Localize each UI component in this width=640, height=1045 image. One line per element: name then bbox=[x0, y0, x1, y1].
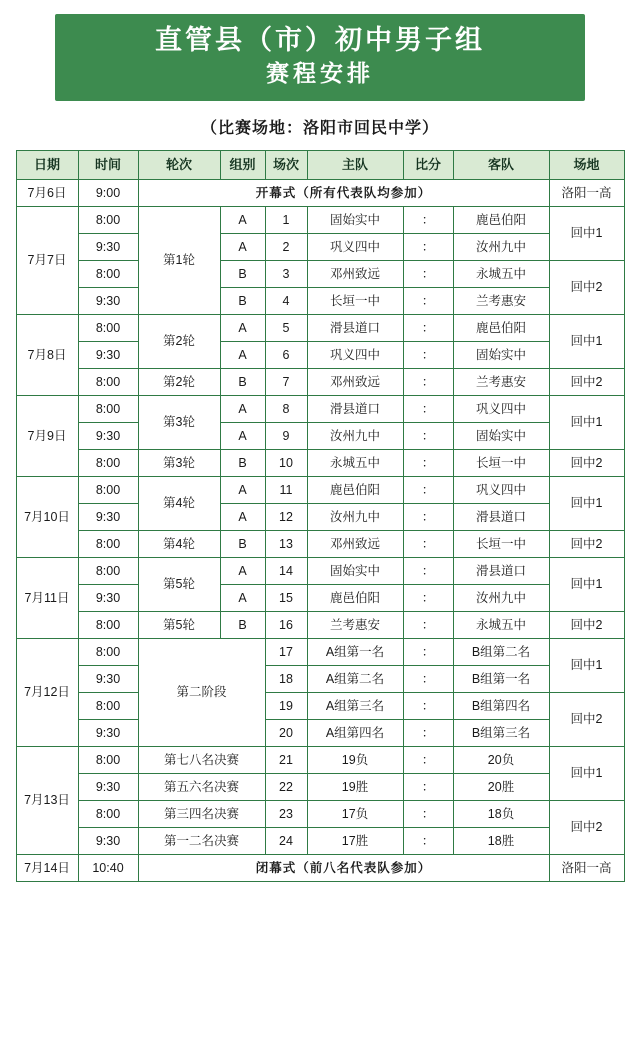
cell-home: A组第一名 bbox=[307, 638, 403, 665]
cell-away: 巩义四中 bbox=[453, 395, 549, 422]
cell-home: 邓州致远 bbox=[307, 260, 403, 287]
cell-score: ： bbox=[403, 233, 453, 260]
cell-score: ： bbox=[403, 746, 453, 773]
cell-venue: 洛阳一高 bbox=[549, 179, 624, 206]
cell-match: 20 bbox=[265, 719, 307, 746]
table-row bbox=[16, 260, 624, 287]
cell-stage: 第二阶段 bbox=[138, 638, 265, 746]
cell-away: 兰考惠安 bbox=[453, 287, 549, 314]
cell-home: A组第四名 bbox=[307, 719, 403, 746]
cell-away: 18胜 bbox=[453, 827, 549, 854]
cell-match: 6 bbox=[265, 341, 307, 368]
table-row bbox=[16, 179, 624, 206]
cell-time: 9:30 bbox=[78, 422, 138, 449]
cell-away: 巩义四中 bbox=[453, 476, 549, 503]
cell-score: ： bbox=[403, 341, 453, 368]
cell-time: 9:30 bbox=[78, 341, 138, 368]
table-row bbox=[16, 800, 624, 827]
table-row bbox=[16, 530, 624, 557]
cell-home: 固始实中 bbox=[307, 557, 403, 584]
cell-away: B组第四名 bbox=[453, 692, 549, 719]
cell-match: 3 bbox=[265, 260, 307, 287]
cell-home: 永城五中 bbox=[307, 449, 403, 476]
cell-away: 永城五中 bbox=[453, 611, 549, 638]
cell-group: B bbox=[220, 287, 265, 314]
cell-away: 20胜 bbox=[453, 773, 549, 800]
cell-home: 巩义四中 bbox=[307, 341, 403, 368]
cell-venue: 回中1 bbox=[549, 557, 624, 611]
cell-score: ： bbox=[403, 557, 453, 584]
table-row bbox=[16, 233, 624, 260]
cell-match: 12 bbox=[265, 503, 307, 530]
table-header-row bbox=[16, 150, 624, 179]
cell-away: 固始实中 bbox=[453, 422, 549, 449]
cell-home: 汝州九中 bbox=[307, 503, 403, 530]
cell-venue: 回中2 bbox=[549, 449, 624, 476]
title-banner bbox=[55, 14, 585, 101]
cell-score: ： bbox=[403, 314, 453, 341]
cell-time: 8:00 bbox=[78, 395, 138, 422]
cell-time: 9:00 bbox=[78, 179, 138, 206]
banner-title-line1: 直管县（市）初中男子组 bbox=[155, 25, 485, 55]
table-row bbox=[16, 287, 624, 314]
cell-round: 第三四名决赛 bbox=[138, 800, 265, 827]
cell-home: 17负 bbox=[307, 800, 403, 827]
table-row bbox=[16, 206, 624, 233]
cell-away: B组第二名 bbox=[453, 638, 549, 665]
cell-score: ： bbox=[403, 395, 453, 422]
cell-score: ： bbox=[403, 287, 453, 314]
column-header-venue: 场地 bbox=[549, 150, 624, 179]
cell-home: 汝州九中 bbox=[307, 422, 403, 449]
cell-home: 长垣一中 bbox=[307, 287, 403, 314]
cell-score: ： bbox=[403, 719, 453, 746]
cell-away: 固始实中 bbox=[453, 341, 549, 368]
cell-home: 邓州致远 bbox=[307, 530, 403, 557]
table-row bbox=[16, 314, 624, 341]
cell-away: 滑县道口 bbox=[453, 503, 549, 530]
column-header-group: 组别 bbox=[220, 150, 265, 179]
cell-venue: 回中2 bbox=[549, 368, 624, 395]
table-row bbox=[16, 665, 624, 692]
cell-venue: 回中2 bbox=[549, 260, 624, 314]
schedule-page bbox=[0, 14, 640, 1045]
cell-home: 鹿邑伯阳 bbox=[307, 584, 403, 611]
cell-date: 7月12日 bbox=[16, 638, 78, 746]
cell-home: 滑县道口 bbox=[307, 314, 403, 341]
cell-home: 邓州致远 bbox=[307, 368, 403, 395]
cell-score: ： bbox=[403, 773, 453, 800]
cell-home: 滑县道口 bbox=[307, 395, 403, 422]
banner-title-line2: 赛程安排 bbox=[266, 59, 374, 86]
cell-match: 7 bbox=[265, 368, 307, 395]
cell-match: 22 bbox=[265, 773, 307, 800]
cell-date: 7月13日 bbox=[16, 746, 78, 854]
table-row bbox=[16, 503, 624, 530]
cell-venue: 回中1 bbox=[549, 206, 624, 260]
cell-date: 7月6日 bbox=[16, 179, 78, 206]
cell-ceremony: 闭幕式（前八名代表队参加） bbox=[138, 854, 549, 881]
table-row bbox=[16, 422, 624, 449]
cell-time: 9:30 bbox=[78, 287, 138, 314]
column-header-time: 时间 bbox=[78, 150, 138, 179]
table-row bbox=[16, 557, 624, 584]
table-row bbox=[16, 854, 624, 881]
table-row bbox=[16, 395, 624, 422]
cell-score: ： bbox=[403, 530, 453, 557]
cell-group: B bbox=[220, 530, 265, 557]
cell-round: 第3轮 bbox=[138, 449, 220, 476]
cell-time: 8:00 bbox=[78, 368, 138, 395]
column-header-date: 日期 bbox=[16, 150, 78, 179]
cell-away: 兰考惠安 bbox=[453, 368, 549, 395]
cell-time: 9:30 bbox=[78, 773, 138, 800]
cell-home: 兰考惠安 bbox=[307, 611, 403, 638]
cell-match: 24 bbox=[265, 827, 307, 854]
cell-score: ： bbox=[403, 692, 453, 719]
cell-round: 第2轮 bbox=[138, 314, 220, 368]
table-row bbox=[16, 584, 624, 611]
cell-time: 8:00 bbox=[78, 692, 138, 719]
column-header-match: 场次 bbox=[265, 150, 307, 179]
cell-time: 9:30 bbox=[78, 584, 138, 611]
cell-away: B组第一名 bbox=[453, 665, 549, 692]
cell-home: A组第二名 bbox=[307, 665, 403, 692]
cell-date: 7月8日 bbox=[16, 314, 78, 395]
cell-score: ： bbox=[403, 665, 453, 692]
cell-home: 鹿邑伯阳 bbox=[307, 476, 403, 503]
cell-match: 1 bbox=[265, 206, 307, 233]
venue-note: （比赛场地：洛阳市回民中学） bbox=[200, 119, 439, 137]
cell-time: 10:40 bbox=[78, 854, 138, 881]
schedule-table-body bbox=[16, 179, 624, 881]
table-row bbox=[16, 692, 624, 719]
cell-time: 8:00 bbox=[78, 476, 138, 503]
cell-score: ： bbox=[403, 800, 453, 827]
cell-date: 7月7日 bbox=[16, 206, 78, 314]
cell-match: 21 bbox=[265, 746, 307, 773]
cell-round: 第2轮 bbox=[138, 368, 220, 395]
cell-group: A bbox=[220, 341, 265, 368]
cell-round: 第4轮 bbox=[138, 530, 220, 557]
cell-venue: 洛阳一高 bbox=[549, 854, 624, 881]
cell-match: 8 bbox=[265, 395, 307, 422]
cell-venue: 回中1 bbox=[549, 638, 624, 692]
cell-group: A bbox=[220, 557, 265, 584]
cell-away: 汝州九中 bbox=[453, 233, 549, 260]
cell-score: ： bbox=[403, 611, 453, 638]
cell-away: 滑县道口 bbox=[453, 557, 549, 584]
cell-time: 8:00 bbox=[78, 449, 138, 476]
cell-time: 9:30 bbox=[78, 719, 138, 746]
cell-home: 19负 bbox=[307, 746, 403, 773]
cell-group: A bbox=[220, 503, 265, 530]
cell-group: A bbox=[220, 476, 265, 503]
cell-round: 第一二名决赛 bbox=[138, 827, 265, 854]
cell-round: 第4轮 bbox=[138, 476, 220, 530]
cell-group: A bbox=[220, 314, 265, 341]
cell-away: 18负 bbox=[453, 800, 549, 827]
cell-venue: 回中2 bbox=[549, 611, 624, 638]
cell-home: 固始实中 bbox=[307, 206, 403, 233]
cell-score: ： bbox=[403, 638, 453, 665]
cell-venue: 回中1 bbox=[549, 395, 624, 449]
cell-score: ： bbox=[403, 368, 453, 395]
cell-group: B bbox=[220, 260, 265, 287]
cell-venue: 回中1 bbox=[549, 314, 624, 368]
cell-time: 9:30 bbox=[78, 665, 138, 692]
cell-match: 18 bbox=[265, 665, 307, 692]
cell-match: 15 bbox=[265, 584, 307, 611]
cell-away: 长垣一中 bbox=[453, 449, 549, 476]
cell-venue: 回中1 bbox=[549, 746, 624, 800]
column-header-score: 比分 bbox=[403, 150, 453, 179]
cell-score: ： bbox=[403, 827, 453, 854]
cell-round: 第3轮 bbox=[138, 395, 220, 449]
cell-match: 5 bbox=[265, 314, 307, 341]
cell-time: 9:30 bbox=[78, 503, 138, 530]
cell-group: A bbox=[220, 584, 265, 611]
table-row bbox=[16, 611, 624, 638]
cell-away: 长垣一中 bbox=[453, 530, 549, 557]
cell-group: B bbox=[220, 368, 265, 395]
cell-match: 2 bbox=[265, 233, 307, 260]
cell-match: 17 bbox=[265, 638, 307, 665]
column-header-away: 客队 bbox=[453, 150, 549, 179]
cell-date: 7月11日 bbox=[16, 557, 78, 638]
cell-away: 汝州九中 bbox=[453, 584, 549, 611]
table-row bbox=[16, 746, 624, 773]
cell-group: B bbox=[220, 449, 265, 476]
cell-score: ： bbox=[403, 422, 453, 449]
cell-match: 4 bbox=[265, 287, 307, 314]
cell-time: 8:00 bbox=[78, 530, 138, 557]
cell-time: 8:00 bbox=[78, 746, 138, 773]
cell-round: 第5轮 bbox=[138, 611, 220, 638]
column-header-home: 主队 bbox=[307, 150, 403, 179]
cell-venue: 回中2 bbox=[549, 692, 624, 746]
cell-score: ： bbox=[403, 476, 453, 503]
cell-date: 7月14日 bbox=[16, 854, 78, 881]
cell-match: 16 bbox=[265, 611, 307, 638]
cell-score: ： bbox=[403, 503, 453, 530]
column-header-round: 轮次 bbox=[138, 150, 220, 179]
cell-time: 9:30 bbox=[78, 233, 138, 260]
cell-time: 8:00 bbox=[78, 557, 138, 584]
cell-match: 9 bbox=[265, 422, 307, 449]
table-row bbox=[16, 719, 624, 746]
cell-date: 7月10日 bbox=[16, 476, 78, 557]
cell-time: 8:00 bbox=[78, 206, 138, 233]
cell-home: A组第三名 bbox=[307, 692, 403, 719]
cell-away: 永城五中 bbox=[453, 260, 549, 287]
cell-away: 鹿邑伯阳 bbox=[453, 206, 549, 233]
table-row bbox=[16, 341, 624, 368]
cell-venue: 回中2 bbox=[549, 530, 624, 557]
cell-time: 9:30 bbox=[78, 827, 138, 854]
cell-score: ： bbox=[403, 206, 453, 233]
cell-round: 第5轮 bbox=[138, 557, 220, 611]
table-row bbox=[16, 638, 624, 665]
table-row bbox=[16, 773, 624, 800]
cell-match: 10 bbox=[265, 449, 307, 476]
cell-away: 20负 bbox=[453, 746, 549, 773]
cell-group: B bbox=[220, 611, 265, 638]
cell-home: 19胜 bbox=[307, 773, 403, 800]
cell-date: 7月9日 bbox=[16, 395, 78, 476]
cell-venue: 回中1 bbox=[549, 476, 624, 530]
table-row bbox=[16, 476, 624, 503]
cell-time: 8:00 bbox=[78, 638, 138, 665]
table-row bbox=[16, 827, 624, 854]
cell-match: 13 bbox=[265, 530, 307, 557]
cell-group: A bbox=[220, 422, 265, 449]
cell-match: 23 bbox=[265, 800, 307, 827]
cell-match: 14 bbox=[265, 557, 307, 584]
table-row bbox=[16, 368, 624, 395]
cell-match: 11 bbox=[265, 476, 307, 503]
cell-group: A bbox=[220, 233, 265, 260]
cell-round: 第五六名决赛 bbox=[138, 773, 265, 800]
cell-match: 19 bbox=[265, 692, 307, 719]
cell-time: 8:00 bbox=[78, 800, 138, 827]
cell-round: 第七八名决赛 bbox=[138, 746, 265, 773]
schedule-table bbox=[16, 150, 625, 882]
cell-group: A bbox=[220, 206, 265, 233]
cell-away: B组第三名 bbox=[453, 719, 549, 746]
cell-time: 8:00 bbox=[78, 611, 138, 638]
cell-ceremony: 开幕式（所有代表队均参加） bbox=[138, 179, 549, 206]
cell-home: 巩义四中 bbox=[307, 233, 403, 260]
cell-round: 第1轮 bbox=[138, 206, 220, 314]
cell-away: 鹿邑伯阳 bbox=[453, 314, 549, 341]
cell-group: A bbox=[220, 395, 265, 422]
cell-time: 8:00 bbox=[78, 260, 138, 287]
cell-score: ： bbox=[403, 584, 453, 611]
cell-score: ： bbox=[403, 449, 453, 476]
cell-venue: 回中2 bbox=[549, 800, 624, 854]
table-row bbox=[16, 449, 624, 476]
cell-score: ： bbox=[403, 260, 453, 287]
cell-time: 8:00 bbox=[78, 314, 138, 341]
cell-home: 17胜 bbox=[307, 827, 403, 854]
